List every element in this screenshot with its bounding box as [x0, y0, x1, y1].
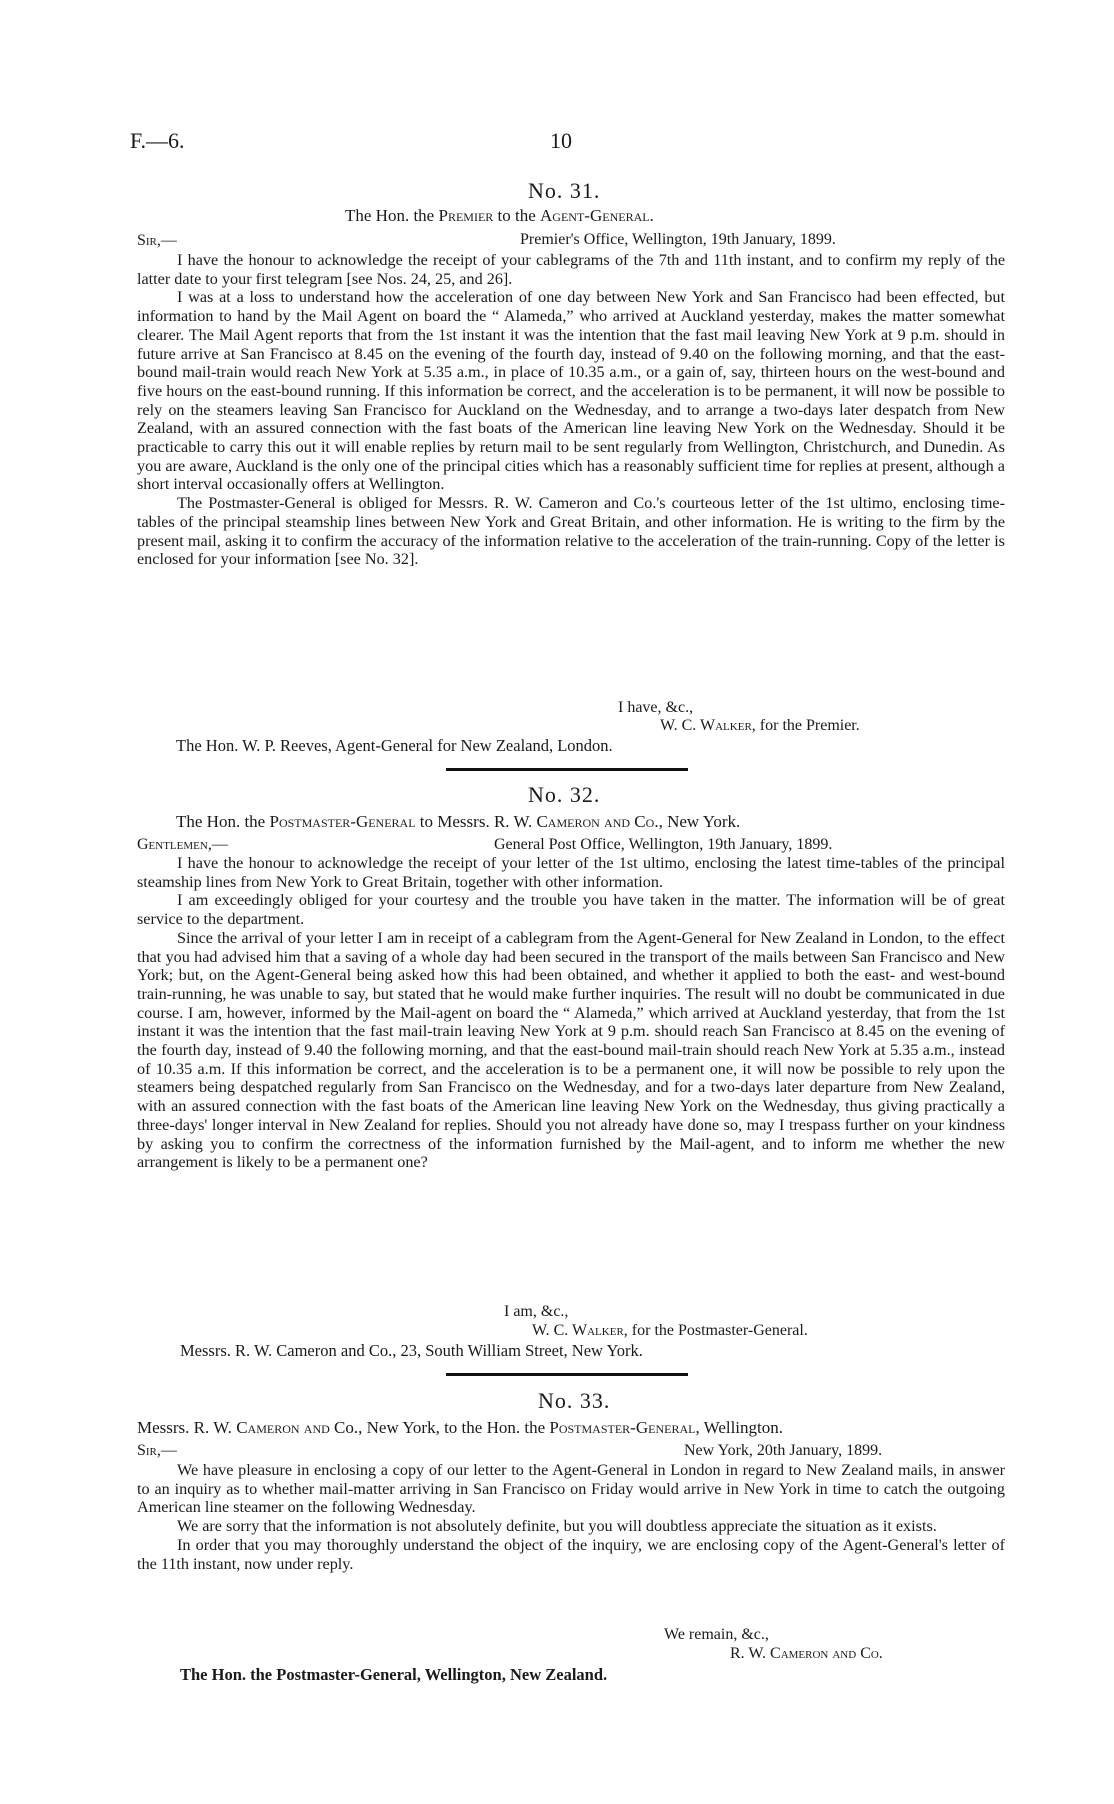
section-divider	[446, 768, 688, 771]
addressee: The Hon. W. P. Reeves, Agent-General for New Zealand, London.	[176, 736, 613, 755]
addressee: The Hon. the Postmaster-General, Wellington, New Zealand.	[180, 1665, 608, 1684]
salutation: Sir,—	[137, 232, 177, 249]
place-date: New York, 20th January, 1899.	[684, 1442, 883, 1459]
letter-body	[137, 1461, 1005, 1573]
paragraph: Since the arrival of your letter I am in receipt of a cablegram from the Agent-General for New Zealand in London, to the effect that you had advised him that a saving of a whole day had been secured in the transport of the mails between San Francisco and New York; but, on the Agent-General being asked how this had been obtained, and whether it applied to both the east- and west-bound train-running, he was unable to say, but stated that he would make further inquiries. The result will no doubt be communicated in due course. I am, however, informed by the Mail-agent on board the “ Alameda,” which arrived at Auckland yesterday, that from the 1st instant it was the intention that the fast mail-train leaving New York at 9 p.m. should reach San Francisco at 8.45 on the evening of the fourth day, instead of 9.40 the following morning, and that the east-bound mail-train should reach New York at 5.35 a.m., instead of 10.35 a.m. If this information be correct, and the acceleration is to be a permanent one, it will now be possible to rely upon the steamers being despatched regularly from San Francisco on the Wednesday, and for a two-days later departure from New Zealand, with an assured connection with the fast boats of the American line leaving New York on the Wednesday, thus giving practically a three-days' longer interval in New Zealand for replies. Should you not already have done so, may I trespass further on your kindness by asking you to confirm the correctness of the information furnished by the Mail-agent, and to inform me whether the new arrangement is likely to be a permanent one?	[137, 928, 1005, 1172]
letter-number: No. 32.	[528, 782, 601, 807]
addressee: Messrs. R. W. Cameron and Co., 23, South William Street, New York.	[180, 1341, 643, 1360]
signature: W. C. Walker, for the Premier.	[660, 717, 860, 734]
paragraph: I was at a loss to understand how the acceleration of one day between New York and San Francisco had been effected, but information to hand by the Mail Agent on board the “ Alameda,” who arrived at Auckland yesterday, makes the matter somewhat clearer. The Mail Agent reports that from the 1st instant it was the intention that the fast mail leaving New York at 9 p.m. should in future arrive at San Francisco at 8.45 on the evening of the fourth day, instead of 9.40 on the following morning, and that the east-bound mail-train would reach New York at 5.35 a.m., in place of 10.35 a.m., or a gain of, say, thirteen hours on the west-bound and five hours on the east-bound running. If this information be correct, and the acceleration is to be permanent, it will now be possible to rely on the steamers leaving San Francisco for Auckland on the Wednesday, and to arrange a two-days later despatch from New Zealand, with an assured connection with the fast boats of the American line leaving New York on the Wednesday. Should it be practicable to carry this out it will enable replies by return mail to be sent regularly from Wellington, Christchurch, and Dunedin. As you are aware, Auckland is the only one of the principal cities which has a reasonably sufficient time for replies at present, although a short interval occasionally offers at Wellington.	[137, 288, 1005, 494]
closing: We remain, &c.,	[664, 1626, 769, 1643]
letter-title: The Hon. the Premier to the Agent-General.	[345, 206, 654, 225]
salutation: Sir,—	[137, 1442, 177, 1459]
place-date: General Post Office, Wellington, 19th January, 1899.	[494, 836, 833, 853]
signature: R. W. Cameron and Co.	[730, 1645, 883, 1662]
letter-title: The Hon. the Postmaster-General to Messrs. R. W. Cameron and Co., New York.	[176, 812, 741, 831]
signature: W. C. Walker, for the Postmaster-General.	[532, 1322, 808, 1339]
closing: I am, &c.,	[504, 1303, 569, 1320]
paragraph: In order that you may thoroughly understand the object of the inquiry, we are enclosing copy of the Agent-General's letter of the 11th instant, now under reply.	[137, 1535, 1005, 1573]
paragraph: We have pleasure in enclosing a copy of our letter to the Agent-General in London in regard to New Zealand mails, in answer to an inquiry as to whether mail-matter arriving in San Francisco on Friday would arrive in New York in time to catch the outgoing American line steamer on the following Wednesday.	[137, 1461, 1005, 1517]
closing: I have, &c.,	[618, 699, 694, 716]
letter-body	[137, 251, 1005, 569]
letter-title: Messrs. R. W. Cameron and Co., New York, to the Hon. the Postmaster-General, Wellington.	[137, 1418, 784, 1437]
series-code: F.—6.	[130, 128, 185, 153]
letter-body	[137, 854, 1005, 1172]
paragraph: I have the honour to acknowledge the receipt of your cablegrams of the 7th and 11th instant, and to confirm my reply of the latter date to your first telegram [see Nos. 24, 25, and 26].	[137, 251, 1005, 288]
paragraph: The Postmaster-General is obliged for Messrs. R. W. Cameron and Co.'s courteous letter of the 1st ultimo, enclosing time-tables of the principal steamship lines between New York and Great Britain, and other information. He is writing to the firm by the present mail, asking it to confirm the accuracy of the information relative to the acceleration of the train-running. Copy of the letter is enclosed for your information [see No. 32].	[137, 494, 1005, 569]
section-divider	[446, 1373, 688, 1376]
place-date: Premier's Office, Wellington, 19th January, 1899.	[520, 231, 836, 248]
salutation: Gentlemen,—	[137, 836, 228, 853]
letter-number: No. 31.	[528, 178, 601, 203]
page-number: 10	[550, 128, 572, 153]
paragraph: We are sorry that the information is not absolutely definite, but you will doubtless appreciate the situation as it exists.	[177, 1517, 937, 1536]
letter-number: No. 33.	[538, 1388, 611, 1413]
paragraph: I have the honour to acknowledge the receipt of your letter of the 1st ultimo, enclosing the latest time-tables of the principal steamship lines from New York to Great Britain, together with other information.	[137, 854, 1005, 891]
paragraph: I am exceedingly obliged for your courtesy and the trouble you have taken in the matter. The information will be of great service to the department.	[137, 891, 1005, 929]
